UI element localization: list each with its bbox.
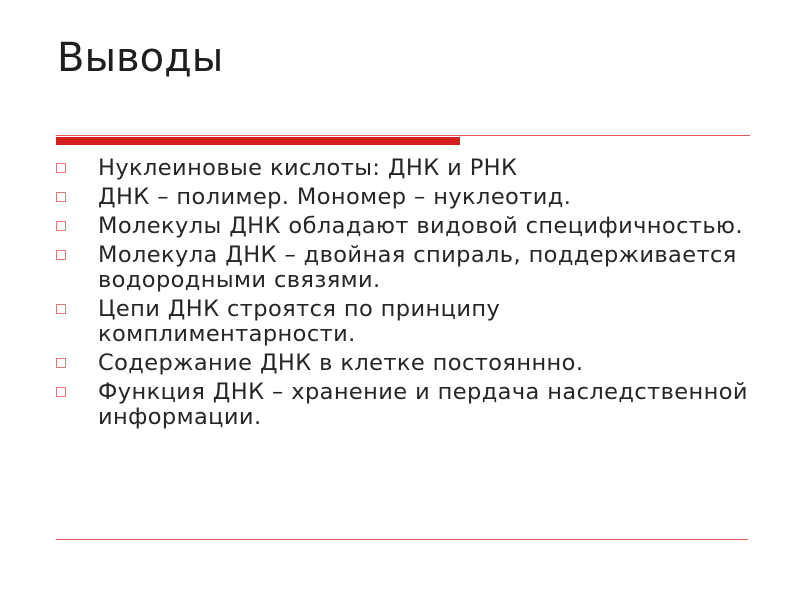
- square-bullet-icon: [56, 304, 66, 314]
- square-bullet-icon: [56, 387, 66, 397]
- bullet-text: Содержание ДНК в клетке постояннно.: [98, 350, 584, 376]
- bullet-list: [55, 156, 755, 434]
- bullet-item: [55, 185, 755, 210]
- bullet-text: Цепи ДНК строятся по принципу комплиментарности.: [98, 296, 501, 347]
- bullet-item: [55, 351, 755, 376]
- bullet-text: Молекула ДНК – двойная спираль, поддерживается водородными связями.: [98, 242, 737, 293]
- bullet-item: [55, 156, 755, 181]
- bullet-item: [55, 243, 755, 293]
- slide-title: Выводы: [57, 35, 224, 81]
- footer-divider-line: [56, 539, 748, 540]
- title-divider-line: [56, 135, 750, 136]
- square-bullet-icon: [56, 250, 66, 260]
- title-divider-accent-bar: [56, 137, 460, 145]
- square-bullet-icon: [56, 163, 66, 173]
- bullet-item: [55, 380, 755, 430]
- bullet-text: Молекулы ДНК обладают видовой специфичностью.: [98, 213, 743, 239]
- square-bullet-icon: [56, 221, 66, 231]
- bullet-text: Нуклеиновые кислоты: ДНК и РНК: [98, 155, 518, 181]
- bullet-text: ДНК – полимер. Мономер – нуклеотид.: [98, 184, 572, 210]
- bullet-text: Функция ДНК – хранение и пердача наследственной информации.: [98, 379, 748, 430]
- square-bullet-icon: [56, 192, 66, 202]
- square-bullet-icon: [56, 358, 66, 368]
- bullet-item: [55, 214, 755, 239]
- bullet-item: [55, 297, 755, 347]
